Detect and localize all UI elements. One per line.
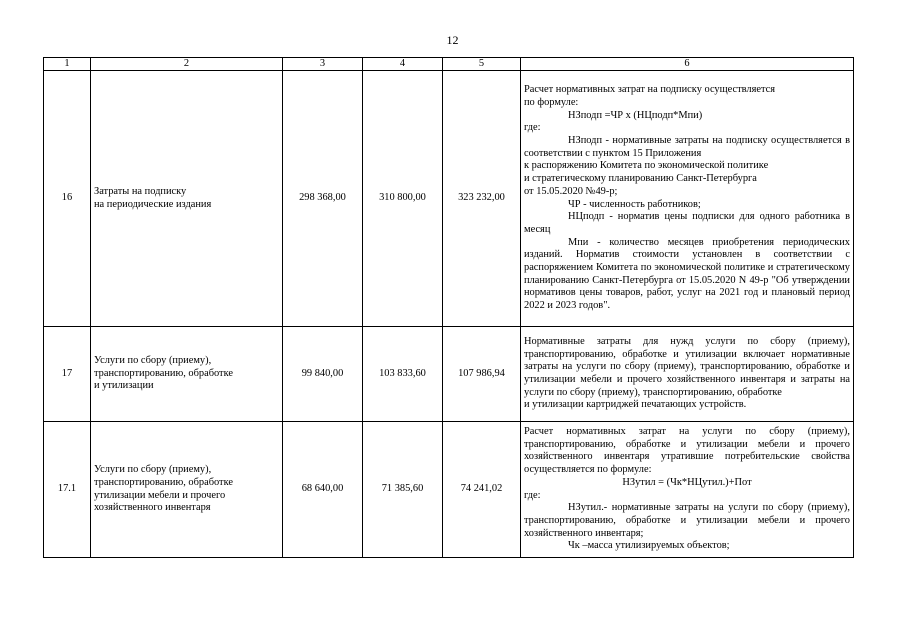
value-col4: 310 800,00 — [363, 71, 443, 327]
table-row — [44, 422, 854, 558]
row-name: Затраты на подписку на периодические издания — [91, 71, 283, 327]
row-number: 16 — [44, 71, 91, 327]
value-col3: 68 640,00 — [283, 422, 363, 558]
value-col5: 107 986,94 — [443, 327, 521, 422]
table-row — [44, 327, 854, 422]
row-name: Услуги по сбору (приему), транспортированию, обработке утилизации мебели и прочего хозяйственного инвентаря — [91, 422, 283, 558]
header-cell: 1 — [44, 58, 91, 71]
row-number: 17 — [44, 327, 91, 422]
row-description: Расчет нормативных затрат на услуги по сбору (приему), транспортированию, обработке и утилизации мебели и прочего хозяйственного инвентаря утратившие потребительские свойства осуществляется по формуле: НЗутил = (Чк*НЦутил.)+Пот где: НЗутил.- нормативные затраты на услуги по сбору (приему), транспортированию, обработке и утилизации мебели и прочего хозяйственного инвентаря; Чк –масса утилизируемых объектов; — [521, 422, 854, 558]
header-cell: 2 — [91, 58, 283, 71]
header-cell: 3 — [283, 58, 363, 71]
formula: НЗподп =ЧР х (НЦподп*Мпи) — [568, 109, 703, 121]
cost-table — [43, 57, 854, 558]
row-number: 17.1 — [44, 422, 91, 558]
value-col3: 298 368,00 — [283, 71, 363, 327]
value-col4: 71 385,60 — [363, 422, 443, 558]
row-description: Нормативные затраты для нужд услуги по сбору (приему), транспортированию, обработке и утилизации включает нормативные затраты на услуги по сбору (приему), транспортированию, обработке и утилизации мебели и прочего хозяйственного инвентаря и затраты на услуги по сбору (приему), транспортированию, обработке и утилизации картриджей печатающих устройств. — [521, 327, 854, 422]
page-number: 12 — [446, 33, 459, 47]
table-row — [44, 71, 854, 327]
value-col5: 323 232,00 — [443, 71, 521, 327]
formula: НЗутил = (Чк*НЦутил.)+Пот — [622, 476, 752, 488]
row-description: Расчет нормативных затрат на подписку осуществляется по формуле: НЗподп =ЧР х (НЦподп*Мпи) где: НЗподп - нормативные затраты на подписку осуществляется в соответствии с пунктом 15 Приложения к распоряжению Комитета по экономической политике и стратегическому планированию Санкт-Петербурга от 15.05.2020 №49-р; ЧР - численность работников; НЦподп - норматив цены подписки для одного работника в месяц Мпи - количество месяцев приобретения периодических изданий. Норматив стоимости установлен в соответствии с распоряжением Комитета по экономической политике и стратегическому планированию Санкт-Петербурга от 15.05.2020 N 49-р "Об утверждении нормативов цены товаров, работ, услуг на 2021 год и плановый период 2022 и 2023 годов". — [521, 71, 854, 327]
header-row — [44, 58, 854, 71]
header-cell: 5 — [443, 58, 521, 71]
row-name: Услуги по сбору (приему), транспортированию, обработке и утилизации — [91, 327, 283, 422]
header-cell: 6 — [521, 58, 854, 71]
value-col5: 74 241,02 — [443, 422, 521, 558]
value-col3: 99 840,00 — [283, 327, 363, 422]
value-col4: 103 833,60 — [363, 327, 443, 422]
header-cell: 4 — [363, 58, 443, 71]
